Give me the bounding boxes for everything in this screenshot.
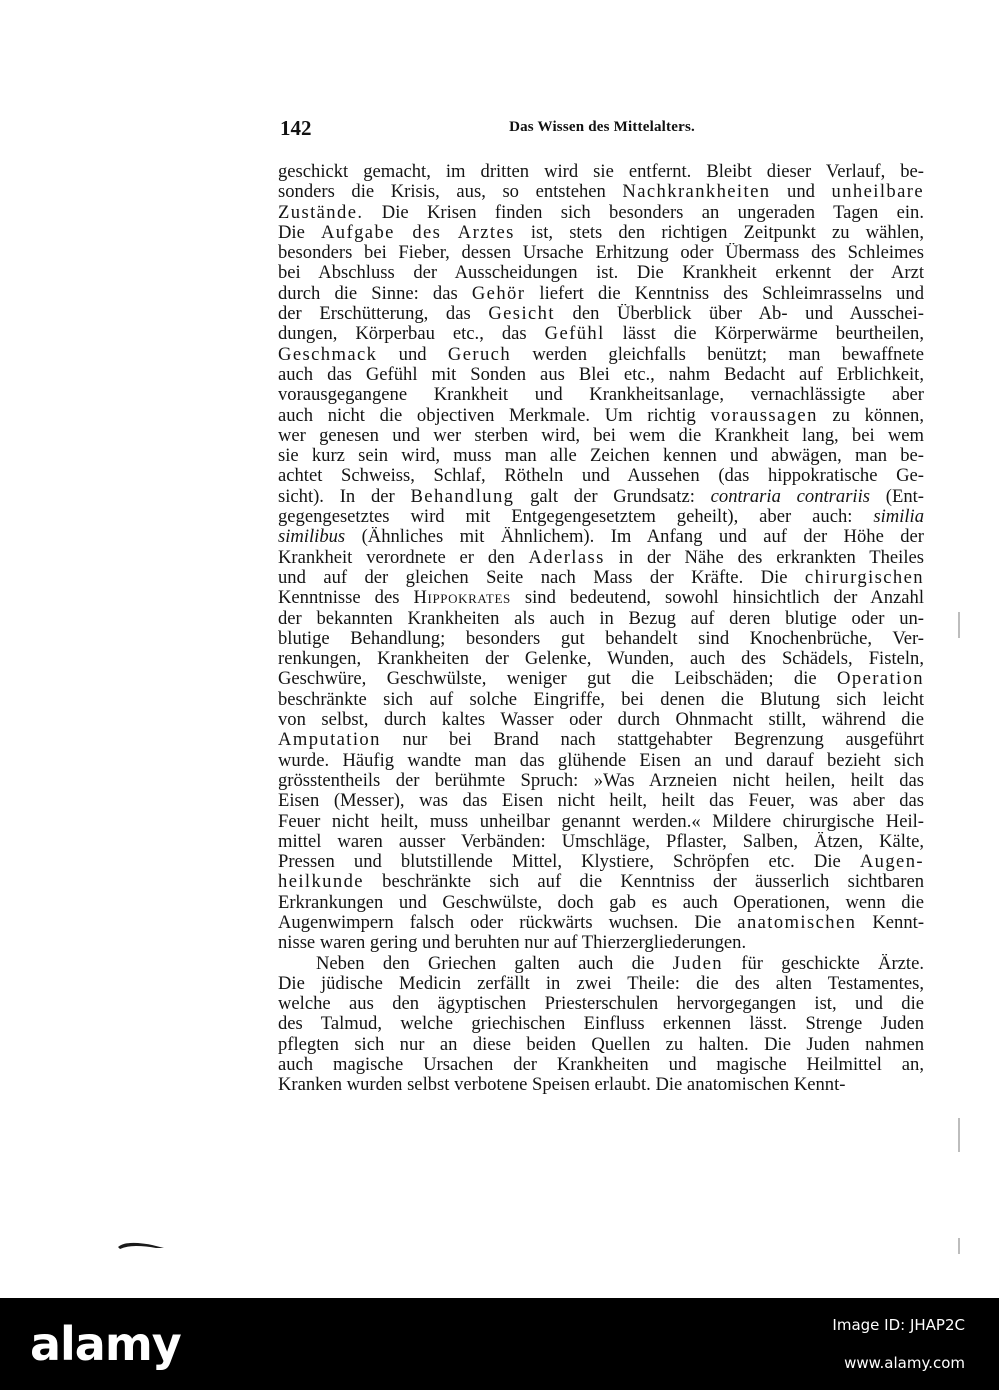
text-line <box>278 812 924 832</box>
text-run: und <box>770 182 832 203</box>
text-run: Geschwüre, Geschwülste, weniger gut die Leibschäden; die <box>278 669 838 690</box>
text-run: auch das Gefühl mit Sonden aus Blei etc., nahm Bedacht auf Erblichkeit, <box>278 364 924 385</box>
text-run: vorausgegangene Krankheit und Krankheitsanlage, vernachlässigte aber <box>278 385 924 406</box>
text-run: sie kurz sein wird, muss man alle Zeichen kennen und abwägen, man be- <box>278 446 924 467</box>
text-run: Neben den Griechen galten auch die <box>316 953 673 974</box>
text-run: mittel waren ausser Verbänden: Umschläge, Pflaster, Salben, Ätzen, Kälte, <box>278 831 924 852</box>
text-run: in der Nähe des erkrankten Theiles <box>604 547 924 568</box>
text-run: Kranken wurden selbst verbotene Speisen erlaubt. Die anatomischen Kennt- <box>278 1075 846 1096</box>
text-line <box>278 872 924 892</box>
text-run: pflegten sich nur an diese beiden Quellen zu halten. Die Juden nahmen <box>278 1034 924 1055</box>
spaced-emphasis: Geruch <box>447 344 512 365</box>
text-run: beschränkte sich auf die Kenntniss der äusserlich sichtbaren <box>363 872 924 893</box>
text-run: blutige Behandlung; besonders gut behandelt sind Knochenbrüche, Ver- <box>278 628 924 649</box>
text-line <box>278 710 924 730</box>
spaced-emphasis: Nachkrankheiten <box>622 182 771 203</box>
margin-mark <box>958 1238 960 1254</box>
text-run: Augenwimpern falsch oder rückwärts wuchsen. Die <box>278 912 738 933</box>
text-line <box>278 913 924 933</box>
text-line <box>278 791 924 811</box>
text-line <box>278 568 924 588</box>
text-line <box>278 588 924 608</box>
text-run: auch nicht die objectiven Merkmale. Um richtig <box>278 405 711 426</box>
text-line <box>278 974 924 994</box>
text-run: von selbst, durch kaltes Wasser oder durch Ohnmacht stillt, während die <box>278 710 924 731</box>
site-url: www.alamy.com <box>844 1354 965 1372</box>
text-line <box>278 385 924 405</box>
text-line <box>278 426 924 446</box>
spaced-emphasis: Gesicht <box>488 304 555 325</box>
text-run: für geschickte Ärzte. <box>722 953 924 974</box>
text-run: den Überblick über Ab- und Ausschei- <box>554 304 924 325</box>
spaced-emphasis: chirurgischen <box>804 567 924 588</box>
text-run: besonders bei Fieber, dessen Ursache Erhitzung oder Übermass des Schleimes <box>278 243 924 264</box>
text-run: ist, stets den richtigen Zeitpunkt zu wählen, <box>514 222 924 243</box>
italic-term: contraria contrariis <box>710 486 871 507</box>
text-line <box>278 324 924 344</box>
text-line <box>278 487 924 507</box>
text-run: und <box>377 344 448 365</box>
text-line <box>278 690 924 710</box>
text-run: sonders die Krisis, aus, so entstehen <box>278 182 623 203</box>
text-run: Erkrankungen und Geschwülste, doch gab es auch Operationen, wenn die <box>278 892 924 913</box>
spaced-emphasis: Geschmack <box>278 344 378 365</box>
text-run: wer genesen und wer sterben wird, bei wem die Krankheit lang, bei wem <box>278 425 924 446</box>
ink-smudge <box>116 1240 166 1250</box>
text-line <box>278 263 924 283</box>
text-line <box>278 751 924 771</box>
spaced-emphasis: unheilbare <box>831 182 924 203</box>
text-run: welche aus den ägyptischen Priesterschulen hervorgegangen ist, und die <box>278 994 924 1015</box>
text-run: bei Abschluss der Ausscheidungen ist. Die Krankheit erkennt der Arzt <box>278 263 924 284</box>
text-run: wurde. Häufig wandte man das glühende Eisen an und darauf bezieht sich <box>278 750 924 771</box>
text-line <box>278 730 924 750</box>
text-run: Kennt- <box>856 912 924 933</box>
text-run: liefert die Kenntniss des Schleimrasselns und <box>525 283 924 304</box>
text-run: nisse waren gering und beruhten nur auf Thierzergliederungen. <box>278 933 747 954</box>
text-run: Feuer nicht heilt, muss unheilbar genannt werden.« Mildere chirurgische Heil- <box>278 811 924 832</box>
text-line <box>278 669 924 689</box>
text-run: der bekannten Krankheiten als auch in Bezug auf deren blutige oder un- <box>278 608 924 629</box>
text-run: gegengesetztes wird mit Entgegengesetztem geheilt), aber auch: <box>278 507 874 528</box>
text-line <box>278 1035 924 1055</box>
text-line <box>278 162 924 182</box>
text-line <box>278 832 924 852</box>
italic-term: similia <box>873 507 924 528</box>
spaced-emphasis: Augen- <box>859 852 924 873</box>
text-line <box>278 649 924 669</box>
text-run: zu können, <box>817 405 924 426</box>
text-line <box>278 852 924 872</box>
spaced-emphasis: Gehör <box>471 283 526 304</box>
small-caps-name: Hippokrates <box>413 588 511 609</box>
text-line <box>278 893 924 913</box>
image-id: Image ID: JHAP2C <box>832 1316 965 1334</box>
spaced-emphasis: heilkunde <box>278 872 364 893</box>
text-line <box>278 446 924 466</box>
text-run: Kenntnisse des <box>278 588 414 609</box>
text-run: lässt die Körperwärme beurtheilen, <box>604 324 924 345</box>
text-line <box>278 1055 924 1075</box>
text-line <box>278 527 924 547</box>
margin-mark <box>958 612 960 638</box>
spaced-emphasis: voraussagen <box>710 405 818 426</box>
text-line <box>278 609 924 629</box>
text-line <box>278 548 924 568</box>
text-line <box>278 345 924 365</box>
text-run: (Ent- <box>870 486 924 507</box>
margin-mark <box>958 1118 960 1152</box>
text-line <box>278 304 924 324</box>
text-run: Krankheit verordnete er den <box>278 547 529 568</box>
text-line <box>278 406 924 426</box>
text-run: Die <box>278 222 321 243</box>
paragraph <box>278 162 924 954</box>
text-run: galt der Grundsatz: <box>514 486 711 507</box>
text-run: Pressen und blutstillende Mittel, Klystiere, Schröpfen etc. Die <box>278 852 860 873</box>
text-run: sicht). In der <box>278 486 411 507</box>
text-run: renkungen, Krankheiten der Gelenke, Wunden, auch des Schädels, Fisteln, <box>278 649 924 670</box>
spaced-emphasis: Aderlass <box>528 547 605 568</box>
text-line <box>278 771 924 791</box>
text-line <box>278 1075 924 1095</box>
paragraph <box>278 954 924 1096</box>
text-run: durch die Sinne: das <box>278 283 472 304</box>
text-line <box>278 203 924 223</box>
text-run: grösstentheils der berühmte Spruch: »Was Arzneien nicht heilen, heilt das <box>278 770 924 791</box>
text-run: Eisen (Messer), was das Eisen nicht heilt, heilt das Feuer, was aber das <box>278 791 924 812</box>
text-run: geschickt gemacht, im dritten wird sie entfernt. Bleibt dieser Verlauf, be- <box>278 162 924 182</box>
spaced-emphasis: Aufgabe des Arztes <box>320 222 515 243</box>
text-run: auch magische Ursachen der Krankheiten und magische Heilmittel an, <box>278 1055 924 1076</box>
text-run: (Ähnliches mit Ähnlichem). Im Anfang und auf der Höhe der <box>345 527 924 548</box>
text-line <box>278 954 924 974</box>
spaced-emphasis: Operation <box>837 669 924 690</box>
text-run: werden gleichfalls benützt; man bewaffnete <box>511 344 924 365</box>
text-run: nur bei Brand nach stattgehabter Begrenzung ausgeführt <box>380 730 924 751</box>
text-run: und auf der gleichen Seite nach Mass der Kräfte. Die <box>278 567 805 588</box>
body-text <box>278 162 924 1096</box>
text-line <box>278 507 924 527</box>
text-line <box>278 243 924 263</box>
watermark-banner <box>0 1298 999 1390</box>
text-line <box>278 1014 924 1034</box>
spaced-emphasis: Juden <box>672 953 723 974</box>
text-line <box>278 933 924 953</box>
text-line <box>278 223 924 243</box>
running-title: Das Wissen des Mittelalters. <box>509 119 695 135</box>
text-run: des Talmud, welche griechischen Einfluss erkennen lässt. Strenge Juden <box>278 1014 924 1035</box>
text-run: dungen, Körperbau etc., das <box>278 324 545 345</box>
text-line <box>278 182 924 202</box>
text-line <box>278 466 924 486</box>
page-number: 142 <box>280 116 312 140</box>
spaced-emphasis: Behandlung <box>410 486 515 507</box>
brand-logo: alamy <box>30 1317 181 1371</box>
text-run: achtet Schweiss, Schlaf, Rötheln und Aussehen (das hippokratische Ge- <box>278 466 924 487</box>
text-run: sind bedeutend, sowohl hinsichtlich der Anzahl <box>510 588 924 609</box>
text-line <box>278 629 924 649</box>
italic-term: similibus <box>278 527 346 548</box>
text-line <box>278 365 924 385</box>
text-line <box>278 994 924 1014</box>
running-header <box>280 116 924 140</box>
spaced-emphasis: Amputation <box>278 730 381 751</box>
text-run: beschränkte sich auf solche Eingriffe, bei denen die Blutung sich leicht <box>278 689 924 710</box>
text-run: Die Krisen finden sich besonders an ungeraden Tagen ein. <box>363 202 924 223</box>
spaced-emphasis: anatomischen <box>737 912 857 933</box>
spaced-emphasis: Zustände. <box>278 202 364 223</box>
text-run: Die jüdische Medicin zerfällt in zwei Theile: die des alten Testamentes, <box>278 973 924 994</box>
text-line <box>278 284 924 304</box>
spaced-emphasis: Gefühl <box>544 324 605 345</box>
text-run: der Erschütterung, das <box>278 304 489 325</box>
